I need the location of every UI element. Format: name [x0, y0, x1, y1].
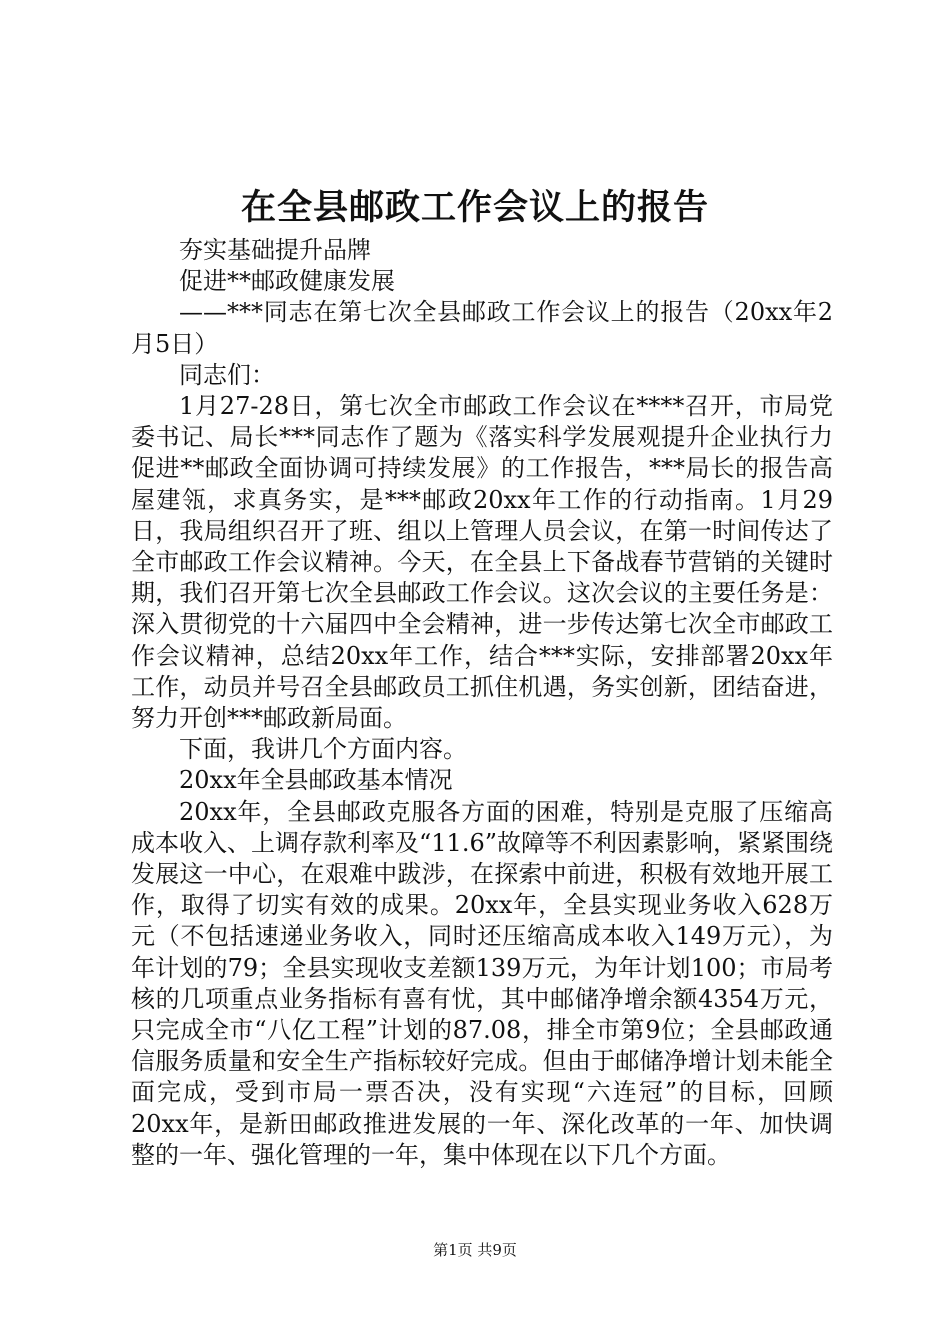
salutation: 同志们： [179, 360, 275, 389]
paragraph-summary: 20xx年，全县邮政克服各方面的困难，特别是克服了压缩高成本收入、上调存款利率及“11.6”故障等不利因素影响，紧紧围绕发展这一中心，在艰难中跋涉，在探索中前进，积极有效地开展工作，取得了切实有效的成果。20xx年，全县实现业务收入628万元（不包括速递业务收入，同时还压缩高成本收入149万元），为年计划的79；全县实现收支差额139万元，为年计划100；市局考核的几项重点业务指标有喜有忧，其中邮储净增余额4354万元，只完成全市“八亿工程”计划的87.08，排全市第9位；全县邮政通信服务质量和安全生产指标较好完成。但由于邮储净增计划未能全面完成，受到市局一票否决，没有实现“六连冠”的目标，回顾20xx年，是新田邮政推进发展的一年、深化改革的一年、加快调整的一年、强化管理的一年，集中体现在以下几个方面。 [131, 797, 833, 1169]
byline: ——***同志在第七次全县邮政工作会议上的报告（20xx年2月5日） [131, 298, 833, 358]
document-body [131, 235, 833, 1171]
subtitle-line-2: 促进**邮政健康发展 [179, 267, 395, 296]
subtitle-line-1: 夯实基础提升品牌 [179, 236, 371, 264]
section-heading: 20xx年全县邮政基本情况 [179, 766, 453, 795]
document-title: 在全县邮政工作会议上的报告 [240, 187, 709, 228]
page-footer: 第1页 共9页 [433, 1241, 517, 1259]
paragraph-transition: 下面，我讲几个方面内容。 [179, 735, 467, 764]
paragraph-intro: 1月27-28日，第七次全市邮政工作会议在****召开，市局党委书记、局长***同志作了题为《落实科学发展观提升企业执行力促进**邮政全面协调可持续发展》的工作报告，***局长的报告高屋建瓴，求真务实，是***邮政20xx年工作的行动指南。1月29日，我局组织召开了班、组以上管理人员会议，在第一时间传达了全市邮政工作会议精神。今天，在全县上下备战春节营销的关键时期，我们召开第七次全县邮政工作会议。这次会议的主要任务是：深入贯彻党的十六届四中全会精神，进一步传达第七次全市邮政工作会议精神，总结20xx年工作，结合***实际，安排部署20xx年工作，动员并号召全县邮政员工抓住机遇，务实创新，团结奋进，努力开创***邮政新局面。 [131, 392, 833, 733]
